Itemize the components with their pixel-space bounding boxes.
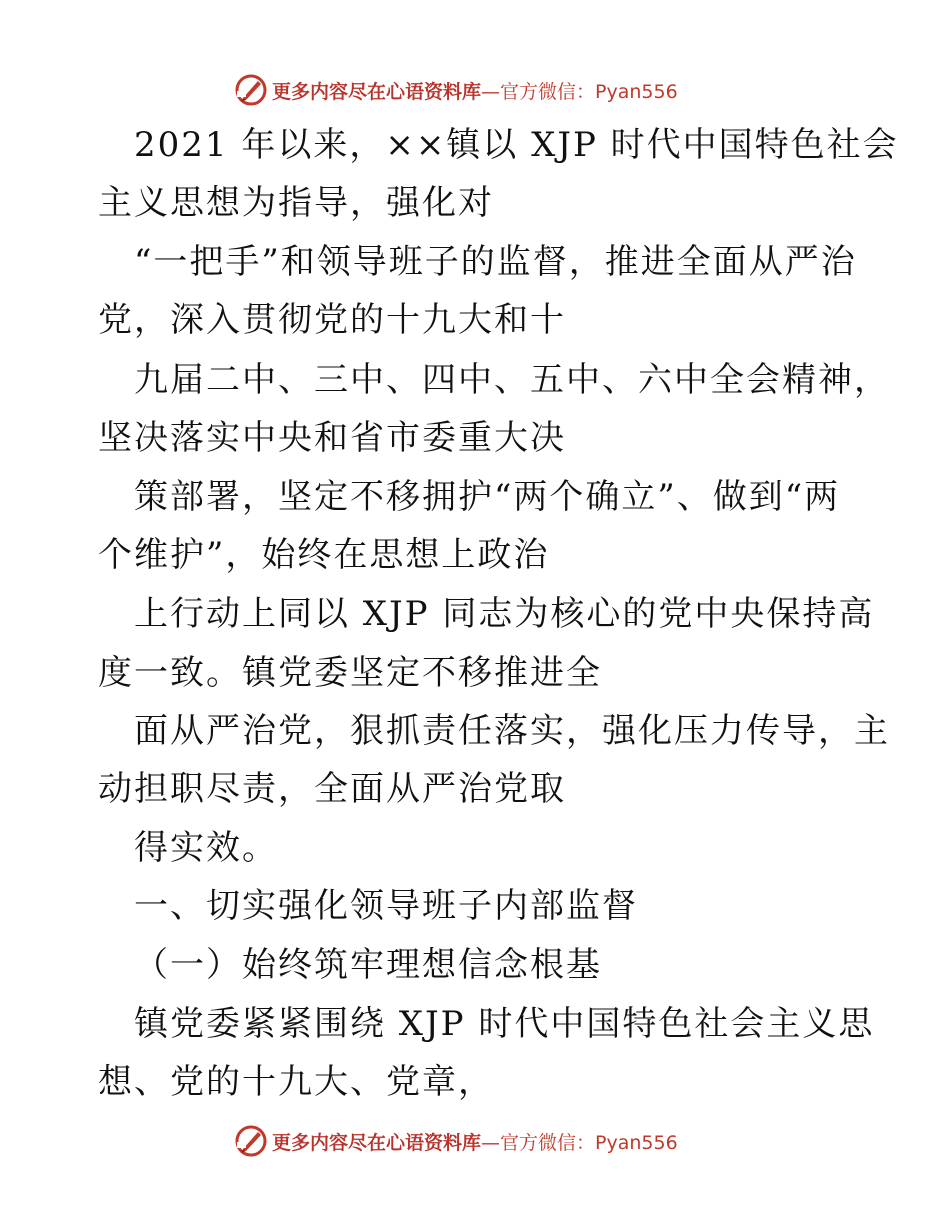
watermark-contact: 官方微信：Pyan556 — [500, 80, 678, 103]
quill-pen-seal-icon — [234, 1124, 268, 1158]
body-line: “一把手”和领导班子的监督，推进全面从严治 — [134, 242, 857, 282]
body-line: 度一致。镇党委坚定不移推进全 — [98, 653, 602, 693]
subsection-heading: （一）始终筑牢理想信念根基 — [134, 945, 602, 985]
watermark-separator: — — [481, 80, 501, 103]
watermark-separator: — — [481, 1131, 501, 1154]
watermark-text — [272, 1128, 678, 1155]
body-line: 镇党委紧紧围绕 XJP 时代中国特色社会主义思 — [134, 1004, 875, 1044]
body-line: 想、党的十九大、党章， — [98, 1062, 494, 1102]
body-line: 党，深入贯彻党的十九大和十 — [98, 300, 566, 340]
watermark-main: 更多内容尽在心语资料库 — [272, 1131, 482, 1154]
body-line: 主义思想为指导，强化对 — [98, 183, 494, 223]
body-line: 个维护”，始终在思想上政治 — [98, 535, 550, 575]
body-line: 面从严治党，狠抓责任落实，强化压力传导，主 — [134, 711, 890, 751]
body-line: 得实效。 — [134, 828, 278, 868]
body-line: 九届二中、三中、四中、五中、六中全会精神， — [134, 360, 890, 400]
body-line: 上行动上同以 XJP 同志为核心的党中央保持高 — [134, 594, 875, 634]
body-line: 坚决落实中央和省市委重大决 — [98, 418, 566, 458]
body-line: 2021 年以来，××镇以 XJP 时代中国特色社会 — [134, 125, 899, 165]
section-heading: 一、切实强化领导班子内部监督 — [134, 886, 638, 926]
watermark-main: 更多内容尽在心语资料库 — [272, 80, 482, 103]
body-line: 策部署，坚定不移拥护“两个确立”、做到“两 — [134, 477, 841, 517]
watermark-contact: 官方微信：Pyan556 — [500, 1131, 678, 1154]
footer-watermark — [234, 1124, 678, 1158]
body-line: 动担职尽责，全面从严治党取 — [98, 769, 566, 809]
